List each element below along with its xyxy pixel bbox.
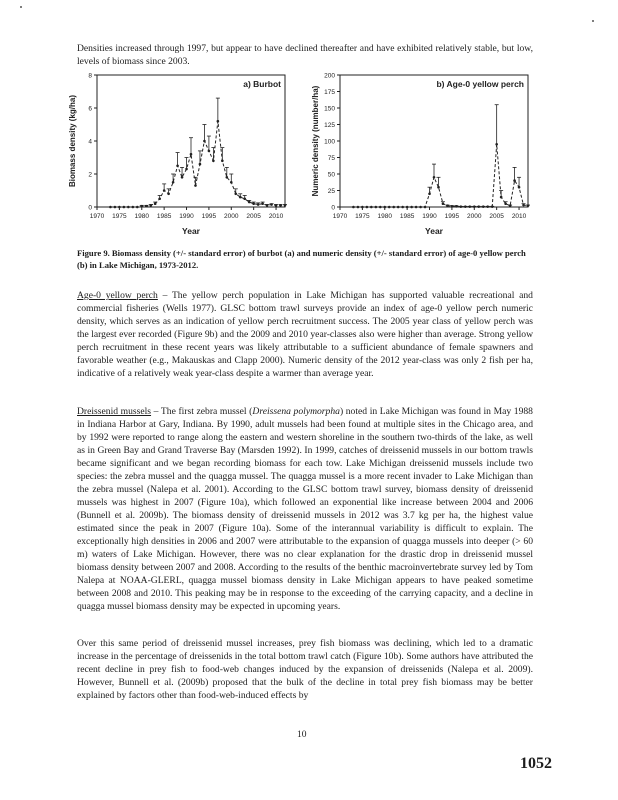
paragraph-dreissenid xyxy=(77,405,533,613)
x-tick-label: 1970 xyxy=(332,213,348,220)
page-number: 10 xyxy=(297,730,307,740)
data-point xyxy=(217,120,220,123)
data-point xyxy=(500,196,503,199)
chart-panel-b xyxy=(311,73,530,237)
data-point xyxy=(261,202,264,205)
data-point xyxy=(428,193,431,196)
species-name: Dreissena polymorpha xyxy=(252,406,340,417)
heading-yellow-perch: Age-0 yellow perch xyxy=(77,290,158,301)
data-point xyxy=(149,204,152,207)
dreissenid-text-pre: – The first zebra mussel ( xyxy=(151,406,253,417)
paragraph-yellow-perch xyxy=(77,289,533,380)
x-tick-label: 1985 xyxy=(156,213,172,220)
data-point xyxy=(401,206,404,209)
y-tick-label: 100 xyxy=(324,138,335,146)
data-point xyxy=(433,176,436,179)
y-tick-label: 200 xyxy=(324,72,335,80)
data-point xyxy=(513,179,516,182)
data-point xyxy=(442,202,445,205)
data-point xyxy=(397,206,400,209)
x-tick-label: 2000 xyxy=(467,213,482,220)
data-point xyxy=(248,201,251,204)
heading-dreissenid: Dreissenid mussels xyxy=(77,406,152,417)
x-tick-label: 1980 xyxy=(134,213,149,220)
data-point xyxy=(132,206,135,209)
data-point xyxy=(460,205,463,208)
data-point xyxy=(473,205,476,208)
data-point xyxy=(482,205,485,208)
data-point xyxy=(486,205,489,208)
data-point xyxy=(527,204,530,207)
x-tick-label: 1975 xyxy=(355,213,370,220)
data-point xyxy=(252,202,255,205)
data-point xyxy=(284,204,287,207)
data-point xyxy=(451,205,454,208)
data-point xyxy=(279,204,282,207)
data-point xyxy=(415,206,418,209)
x-tick-label: 1970 xyxy=(89,213,105,220)
x-axis-label: Year xyxy=(182,226,200,236)
data-point xyxy=(424,206,427,209)
data-point xyxy=(266,204,269,207)
data-point xyxy=(366,206,369,209)
data-point xyxy=(203,140,206,143)
data-point xyxy=(234,193,237,196)
data-point xyxy=(114,206,117,209)
data-point xyxy=(370,206,373,209)
data-point xyxy=(491,205,494,208)
data-point xyxy=(181,176,184,179)
data-point xyxy=(136,206,139,209)
x-tick-label: 1990 xyxy=(422,213,437,220)
figure-caption: Figure 9. Biomass density (+/- standard error) of burbot (a) and numeric density (+/- standard error) of age-0 yellow perch (b) in Lake Michigan, 1973-2012. xyxy=(77,248,526,270)
x-tick-label: 2000 xyxy=(224,213,239,220)
data-point xyxy=(392,206,395,209)
y-tick-label: 8 xyxy=(88,72,92,80)
data-point xyxy=(455,205,458,208)
data-point xyxy=(190,153,193,156)
data-point xyxy=(388,206,391,209)
data-point xyxy=(208,150,211,153)
data-point xyxy=(172,181,175,184)
data-point xyxy=(176,164,179,167)
yellow-perch-text: – The yellow perch population in Lake Michigan has supported valuable recreational and commercial fisheries (Wells 1977). GLSC bottom trawl surveys provide an index of age-0 yellow perch numeric density, which serves as an indication of yellow perch recruitment success. The 2005 year class of yellow perch was the largest ever recorded (Figure 9b) and the 2009 and 2010 year-classes also were higher than average. Strong yellow perch recruitment in these recent years was likely attributable to a sufficient abundance of female spawners and favorable weather (e.g., Makauskas and Clapp 2000). Numeric density of the 2012 year-class was only 2 fish per ha, indicative of a relatively weak year-class despite a warmer than average year. xyxy=(77,290,533,379)
data-point xyxy=(477,205,480,208)
chart-panel-a xyxy=(68,73,287,237)
data-point xyxy=(118,206,121,209)
y-tick-label: 150 xyxy=(324,105,335,113)
data-point xyxy=(464,205,467,208)
x-tick-label: 2005 xyxy=(246,213,261,220)
data-point xyxy=(154,202,157,205)
y-axis-label: Numeric density (number/ha) xyxy=(311,85,320,197)
x-tick-label: 1975 xyxy=(112,213,127,220)
x-tick-label: 2010 xyxy=(511,213,527,220)
figure-9-charts xyxy=(0,0,618,245)
panel-label: a) Burbot xyxy=(243,79,281,89)
data-point xyxy=(469,205,472,208)
data-point xyxy=(406,206,409,209)
data-point xyxy=(509,204,512,207)
data-point xyxy=(140,205,143,208)
y-axis-label: Biomass density (kg/ha) xyxy=(68,94,77,188)
x-tick-label: 2010 xyxy=(268,213,284,220)
data-point xyxy=(504,202,507,205)
data-point xyxy=(361,206,364,209)
data-point xyxy=(158,197,161,200)
x-tick-label: 1995 xyxy=(444,213,460,220)
x-axis-label: Year xyxy=(425,226,443,236)
data-point xyxy=(226,176,229,179)
data-point xyxy=(243,197,246,200)
y-tick-label: 2 xyxy=(88,171,92,179)
data-point xyxy=(495,143,498,146)
data-point xyxy=(275,204,278,207)
intro-paragraph: Densities increased through 1997, but appear to have declined thereafter and have exhibited relatively stable, but low, levels of biomass since 2003. xyxy=(77,43,533,67)
data-point xyxy=(145,205,148,208)
y-tick-label: 175 xyxy=(324,89,335,96)
y-tick-label: 6 xyxy=(88,105,92,113)
series-line xyxy=(110,121,285,207)
data-point xyxy=(212,160,215,163)
data-point xyxy=(352,206,355,209)
y-tick-label: 0 xyxy=(331,204,335,212)
data-point xyxy=(522,204,525,207)
data-point xyxy=(163,189,166,192)
data-point xyxy=(270,203,273,206)
y-tick-label: 4 xyxy=(88,138,92,146)
y-tick-label: 125 xyxy=(324,122,335,129)
data-point xyxy=(167,193,170,196)
y-tick-label: 25 xyxy=(327,188,335,195)
x-tick-label: 1995 xyxy=(201,213,217,220)
data-point xyxy=(419,206,422,209)
panel-label: b) Age-0 yellow perch xyxy=(436,79,524,89)
data-point xyxy=(230,181,233,184)
data-point xyxy=(518,186,521,189)
data-point xyxy=(123,206,126,209)
paragraph-prey-fish: Over this same period of dreissenid mussel increases, prey fish biomass was declining, which led to a dramatic increase in the percentage of dreissenids in the total bottom trawl catch (Figure 10b). Some authors have attributed the recent decline in prey fish to food-web changes induced by the expansion of dreissenids (Nalepa et al. 2009). However, Bunnell et al. (2009b) proposed that the bulk of the decline in total prey fish biomass may be better explained by factors other than food-web-induced effects by xyxy=(77,638,533,701)
data-point xyxy=(375,206,378,209)
data-point xyxy=(239,196,242,199)
data-point xyxy=(185,168,188,171)
x-tick-label: 1980 xyxy=(377,213,392,220)
x-tick-label: 1985 xyxy=(399,213,415,220)
data-point xyxy=(257,203,260,206)
y-tick-label: 75 xyxy=(327,155,335,162)
data-point xyxy=(446,204,449,207)
data-point xyxy=(194,184,197,187)
data-point xyxy=(383,206,386,209)
y-tick-label: 0 xyxy=(88,204,92,212)
dreissenid-text: ) noted in Lake Michigan was found in May 1988 in Indiana Harbor at Gary, Indiana. By 1990, adult mussels had been found at multiple sites in the Chicago area, and by 1992 were reported to range along the eastern and western shoreline in the southern two-thirds of the lake, as well as in Green Bay and Grand Traverse Bay (Marsden 1992). In 1999, catches of dreissenid mussels in our bottom trawls became significant and we began recording biomass for each tow. Lake Michigan dreissenid mussels include two species: the zebra mussel and the quagga mussel. The quagga mussel is a more recent invader to Lake Michigan than the zebra mussel (Nalepa et al. 2001). According to the GLSC bottom trawl survey, biomass density of dreissenid mussels was highest in 2007 (Figure 10a), which followed an exponential like increase between 2004 and 2006 (Bunnell et al. 2009b). The biomass density of dreissenid mussels in 2012 was 3.7 kg per ha, the highest value estimated since the peak in 2007 (Figure 10a). Some of the interannual variability is difficult to explain. The exceptionally high densities in 2006 and 2007 were attributable to the expansion of quagga mussels into deeper (> 60 m) waters of Lake Michigan. However, there was no clear explanation for the drastic drop in dreissenid mussel biomass density between 2007 and 2008. According to the results of the benthic macroinvertebrate survey led by Tom Nalepa at NOAA-GLERL, quagga mussel biomass density in Lake Michigan appears to have peaked sometime between 2008 and 2010. This peaking may be in response to the exceeding of the carrying capacity, and a decline in quagga mussel biomass density may be expected in upcoming years. xyxy=(77,406,533,612)
x-tick-label: 2005 xyxy=(489,213,504,220)
data-point xyxy=(437,186,440,189)
data-point xyxy=(109,206,112,209)
x-tick-label: 1990 xyxy=(179,213,194,220)
data-point xyxy=(199,163,202,166)
data-point xyxy=(221,160,224,163)
y-tick-label: 50 xyxy=(327,171,335,179)
data-point xyxy=(127,206,130,209)
stamp-number: 1052 xyxy=(520,755,552,772)
data-point xyxy=(410,206,413,209)
data-point xyxy=(357,206,360,209)
data-point xyxy=(379,206,382,209)
